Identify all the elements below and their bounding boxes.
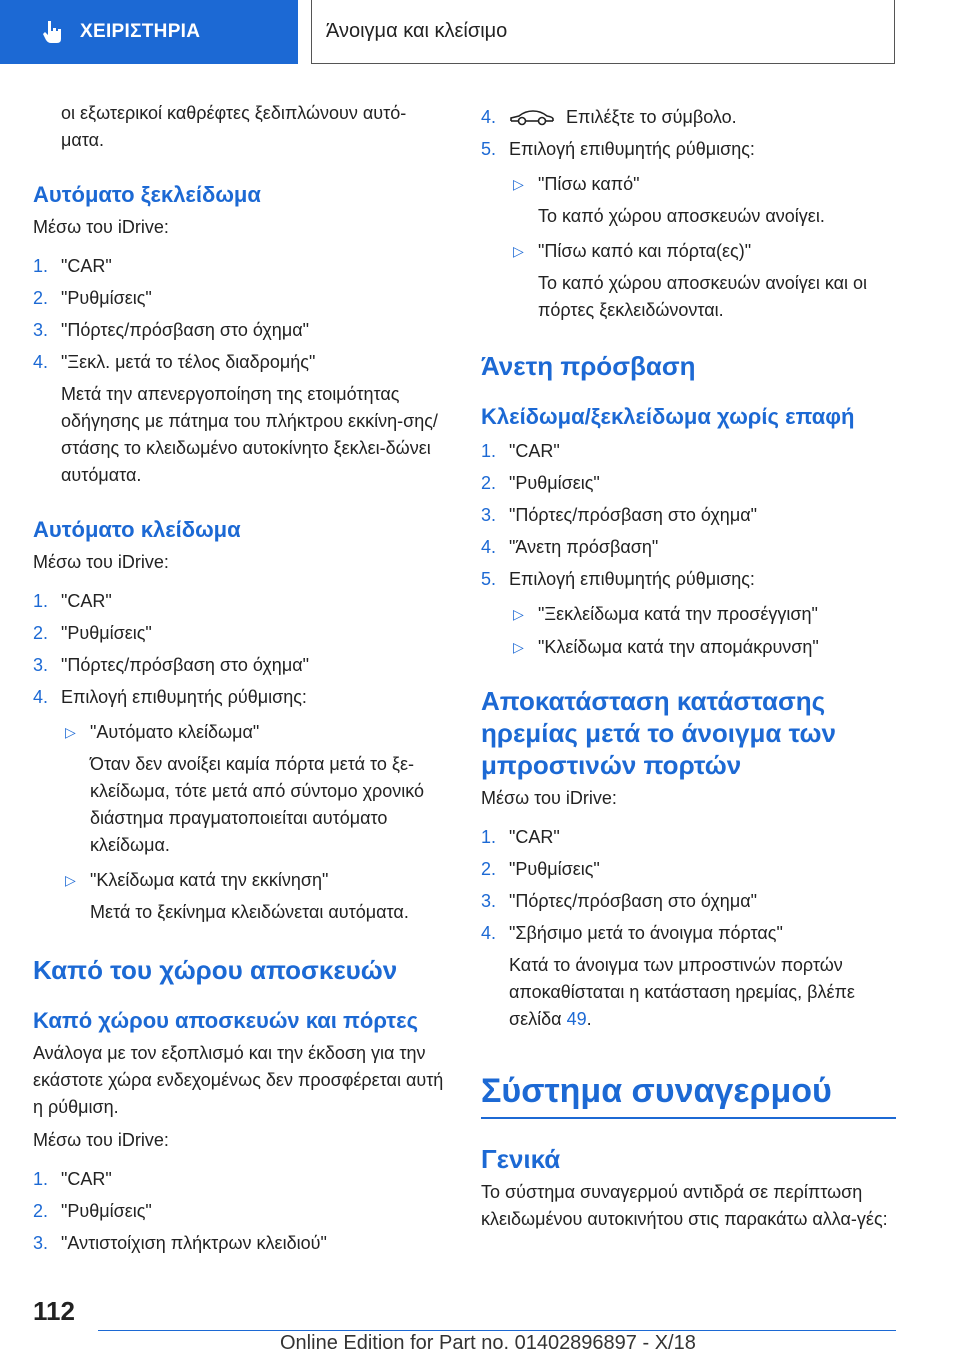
trunk-via: Μέσω του iDrive: xyxy=(33,1130,169,1150)
list-item: 3. "Πόρτες/πρόσβαση στο όχημα" xyxy=(33,655,309,675)
list-item: 2. "Ρυθμίσεις" xyxy=(481,473,600,493)
right-column xyxy=(481,100,896,1233)
restore-step4-text: Κατά το άνοιγμα των μπροστινών πορτών αποκαθίσταται η κατάσταση ηρεμίας, βλέπε σελίδα 49. xyxy=(509,955,855,1029)
list-item: 3. "Αντιστοίχιση πλήκτρων κλειδιού" xyxy=(33,1233,327,1253)
auto-unlock-via: Μέσω του iDrive: xyxy=(33,217,169,237)
comfort-steps xyxy=(481,438,896,593)
list-item: 1. "CAR" xyxy=(481,827,560,847)
auto-unlock-step4-text: Μετά την απενεργοποίηση της ετοιμότητας οδήγησης με πάτημα του πλήκτρου εκκίνη-σης/στάσης το κλειδωμένο αυτοκίνητο ξεκλει-δώνει αυτόματα. xyxy=(61,384,438,485)
list-item: 2. "Ρυθμίσεις" xyxy=(33,1201,152,1221)
list-item: 1. "CAR" xyxy=(33,1169,112,1189)
triangle-bullet-icon: ▷ xyxy=(65,724,76,740)
page-reference-link[interactable]: 49 xyxy=(566,1009,587,1029)
bullet-item: ▷ "Κλείδωμα κατά την απομάκρυνση" xyxy=(509,634,896,661)
option-text: Το καπό χώρου αποσκευών ανοίγει και οι πόρτες ξεκλειδώνονται. xyxy=(538,273,868,320)
bullet-item: ▷ "Ξεκλείδωμα κατά την προσέγγιση" xyxy=(509,601,896,628)
list-item: 2. "Ρυθμίσεις" xyxy=(481,859,600,879)
list-item: 3. "Πόρτες/πρόσβαση στο όχημα" xyxy=(33,320,309,340)
list-item: 2. "Ρυθμίσεις" xyxy=(33,288,152,308)
list-item: 3. "Πόρτες/πρόσβαση στο όχημα" xyxy=(481,891,757,911)
auto-lock-via: Μέσω του iDrive: xyxy=(33,552,169,572)
section-divider xyxy=(481,1117,896,1119)
triangle-bullet-icon: ▷ xyxy=(513,243,524,259)
bullet-item: ▷ "Πίσω καπό και πόρτα(ες)" xyxy=(509,238,896,265)
list-item: 2. "Ρυθμίσεις" xyxy=(33,623,152,643)
triangle-bullet-icon: ▷ xyxy=(513,639,524,655)
option-text: Όταν δεν ανοίξει καμία πόρτα μετά το ξε-κλείδωμα, τότε μετά από σύντομο χρονικό διάστημα πραγματοποιείται αυτόματο κλείδωμα. xyxy=(90,754,425,855)
comfort-subheading: Κλείδωμα/ξεκλείδωμα χωρίς επαφή xyxy=(481,404,855,429)
list-item: 4. Επιλέξτε το σύμβολο. xyxy=(481,107,737,127)
restore-via: Μέσω του iDrive: xyxy=(481,788,617,808)
auto-lock-heading: Αυτόματο κλείδωμα xyxy=(33,517,241,542)
section-title: Άνοιγμα και κλείσιμο xyxy=(326,20,508,42)
trunk-heading: Καπό του χώρου αποσκευών xyxy=(33,955,398,985)
trunk-subheading: Καπό χώρου αποσκευών και πόρτες xyxy=(33,1008,419,1033)
list-item: 5. Επιλογή επιθυμητής ρύθμισης: xyxy=(481,139,755,159)
alarm-subheading: Γενικά xyxy=(481,1144,561,1174)
restore-steps xyxy=(481,824,896,947)
hand-pointer-icon xyxy=(40,19,66,45)
chapter-title: ΧΕΙΡΙΣΤΗΡΙΑ xyxy=(80,21,201,42)
bullet-item: ▷ "Πίσω καπό" xyxy=(509,171,896,198)
list-item: 4. "Ξεκλ. μετά το τέλος διαδρομής" xyxy=(33,352,316,372)
triangle-bullet-icon: ▷ xyxy=(513,176,524,192)
list-item: 3. "Πόρτες/πρόσβαση στο όχημα" xyxy=(481,505,757,525)
intro-text: οι εξωτερικοί καθρέφτες ξεδιπλώνουν αυτό-ματα. xyxy=(61,103,407,150)
list-item: 1. "CAR" xyxy=(33,256,112,276)
car-symbol-icon xyxy=(509,109,555,127)
comfort-heading: Άνετη πρόσβαση xyxy=(481,351,696,381)
option-text: Το καπό χώρου αποσκευών ανοίγει. xyxy=(538,206,825,226)
footer-edition: Online Edition for Part no. 01402896897 - X/18 xyxy=(280,1332,696,1354)
list-item: 4. "Άνετη πρόσβαση" xyxy=(481,537,659,557)
chapter-tab[interactable] xyxy=(0,0,298,64)
list-item: 1. "CAR" xyxy=(33,591,112,611)
left-column xyxy=(33,100,448,1257)
list-item: 4. "Σβήσιμο μετά το άνοιγμα πόρτας" xyxy=(481,923,783,943)
list-item: 1. "CAR" xyxy=(481,441,560,461)
option-text: Μετά το ξεκίνημα κλειδώνεται αυτόματα. xyxy=(90,902,409,922)
auto-unlock-steps xyxy=(33,253,448,376)
alarm-heading: Σύστημα συναγερμού xyxy=(481,1072,832,1110)
auto-lock-steps xyxy=(33,588,448,711)
restore-heading: Αποκατάσταση κατάστασης ηρεμίας μετά το άνοιγμα των μπροστινών πορτών xyxy=(481,686,836,780)
triangle-bullet-icon: ▷ xyxy=(513,606,524,622)
triangle-bullet-icon: ▷ xyxy=(65,872,76,888)
section-header xyxy=(311,0,895,64)
list-item: 5. Επιλογή επιθυμητής ρύθμισης: xyxy=(481,569,755,589)
auto-unlock-heading: Αυτόματο ξεκλείδωμα xyxy=(33,182,261,207)
trunk-text: Ανάλογα με τον εξοπλισμό και την έκδοση για την εκάστοτε χώρα ενδεχομένως δεν προσφέρεται αυτή η ρύθμιση. xyxy=(33,1043,444,1117)
trunk-steps xyxy=(33,1166,448,1257)
alarm-text: Το σύστημα συναγερμού αντιδρά σε περίπτωση κλειδωμένου αυτοκινήτου στις παρακάτω αλλα-γές: xyxy=(481,1182,888,1229)
footer-divider xyxy=(98,1330,896,1331)
trunk-cont-steps xyxy=(481,104,896,163)
bullet-item: ▷ "Κλείδωμα κατά την εκκίνηση" xyxy=(61,867,448,894)
page-number: 112 xyxy=(33,1296,75,1326)
list-item: 4. Επιλογή επιθυμητής ρύθμισης: xyxy=(33,687,307,707)
bullet-item: ▷ "Αυτόματο κλείδωμα" xyxy=(61,719,448,746)
